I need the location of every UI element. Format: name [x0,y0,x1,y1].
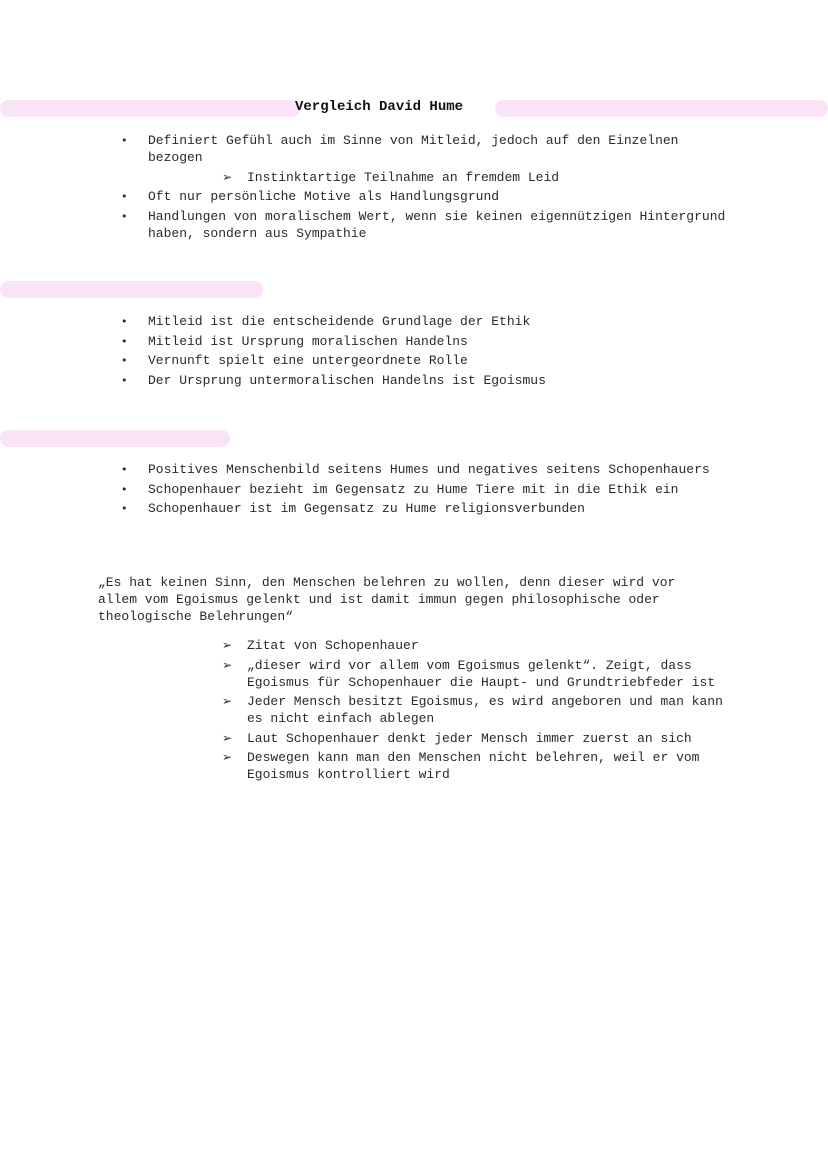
highlight-bar-title-right [495,100,828,117]
quote-points-list [222,637,737,786]
list-item: • Der Ursprung untermoralischen Handelns ist Egoismus [121,372,546,388]
arrow-icon: ➢ [222,694,233,708]
list-item: ➢ Zitat von Schopenhauer [222,638,419,653]
arrow-icon: ➢ [222,730,233,745]
list-item: • Schopenhauer bezieht im Gegensatz zu Hume Tiere mit in die Ethik ein [121,481,679,497]
list-item: • Oft nur persönliche Motive als Handlungsgrund [121,189,500,204]
quote-text: „Es hat keinen Sinn, den Menschen belehren zu wollen, denn dieser wird vor allem vom Egoismus gelenkt und ist damit immun gegen philosophische oder theologische Belehrungen“ [98,575,676,624]
list-item: ➢ Jeder Mensch besitzt Egoismus, es wird angeboren und man kann es nicht einfach ablegen [222,694,723,726]
bullet-icon: • [121,134,128,147]
bullet-icon: • [121,502,128,515]
list-item: ➢ Laut Schopenhauer denkt jeder Mensch immer zuerst an sich [222,730,692,746]
list-item: • Handlungen von moralischem Wert, wenn sie keinen eigennützigen Hintergrund haben, sondern aus Sympathie [121,208,726,241]
list-item: • Schopenhauer ist im Gegensatz zu Hume religionsverbunden [121,501,585,516]
list-item: ➢ Deswegen kann man den Menschen nicht belehren, weil er vom Egoismus kontrolliert wird [222,750,700,782]
list-item: ➢ Instinktartige Teilnahme an fremdem Leid [222,169,560,185]
list-item: ➢ „dieser wird vor allem vom Egoismus gelenkt“. Zeigt, dass Egoismus für Schopenhauer die Haupt- und Grundtriebfeder ist [222,657,716,690]
arrow-icon: ➢ [222,169,233,184]
list-item: • Mitleid ist Ursprung moralischen Handelns [121,333,468,349]
bullet-icon: • [121,190,128,203]
bullet-icon: • [121,315,128,328]
bullet-icon: • [121,334,128,348]
highlight-bar-section-2 [0,281,263,298]
list-item: • Positives Menschenbild seitens Humes und negatives seitens Schopenhauers [121,462,710,477]
list-item: • Mitleid ist die entscheidende Grundlage der Ethik [121,314,531,329]
bullet-icon: • [121,373,128,387]
bullet-icon: • [121,354,128,367]
vergleich-list [121,461,728,520]
highlight-bar-section-3 [0,430,230,447]
bullet-icon: • [121,482,128,496]
arrow-icon: ➢ [222,638,233,652]
arrow-icon: ➢ [222,657,233,672]
arrow-icon: ➢ [222,750,233,764]
bullet-icon: • [121,463,128,476]
list-item: • Definiert Gefühl auch im Sinne von Mitleid, jedoch auf den Einzelnen bezogen [121,133,679,165]
schopenhauer-list [121,313,728,391]
page-title: Vergleich David Hume [295,99,464,115]
highlight-bar-title-left [0,100,300,117]
list-item: • Vernunft spielt eine untergeordnete Rolle [121,353,468,368]
hume-list [121,132,728,244]
bullet-icon: • [121,209,128,223]
